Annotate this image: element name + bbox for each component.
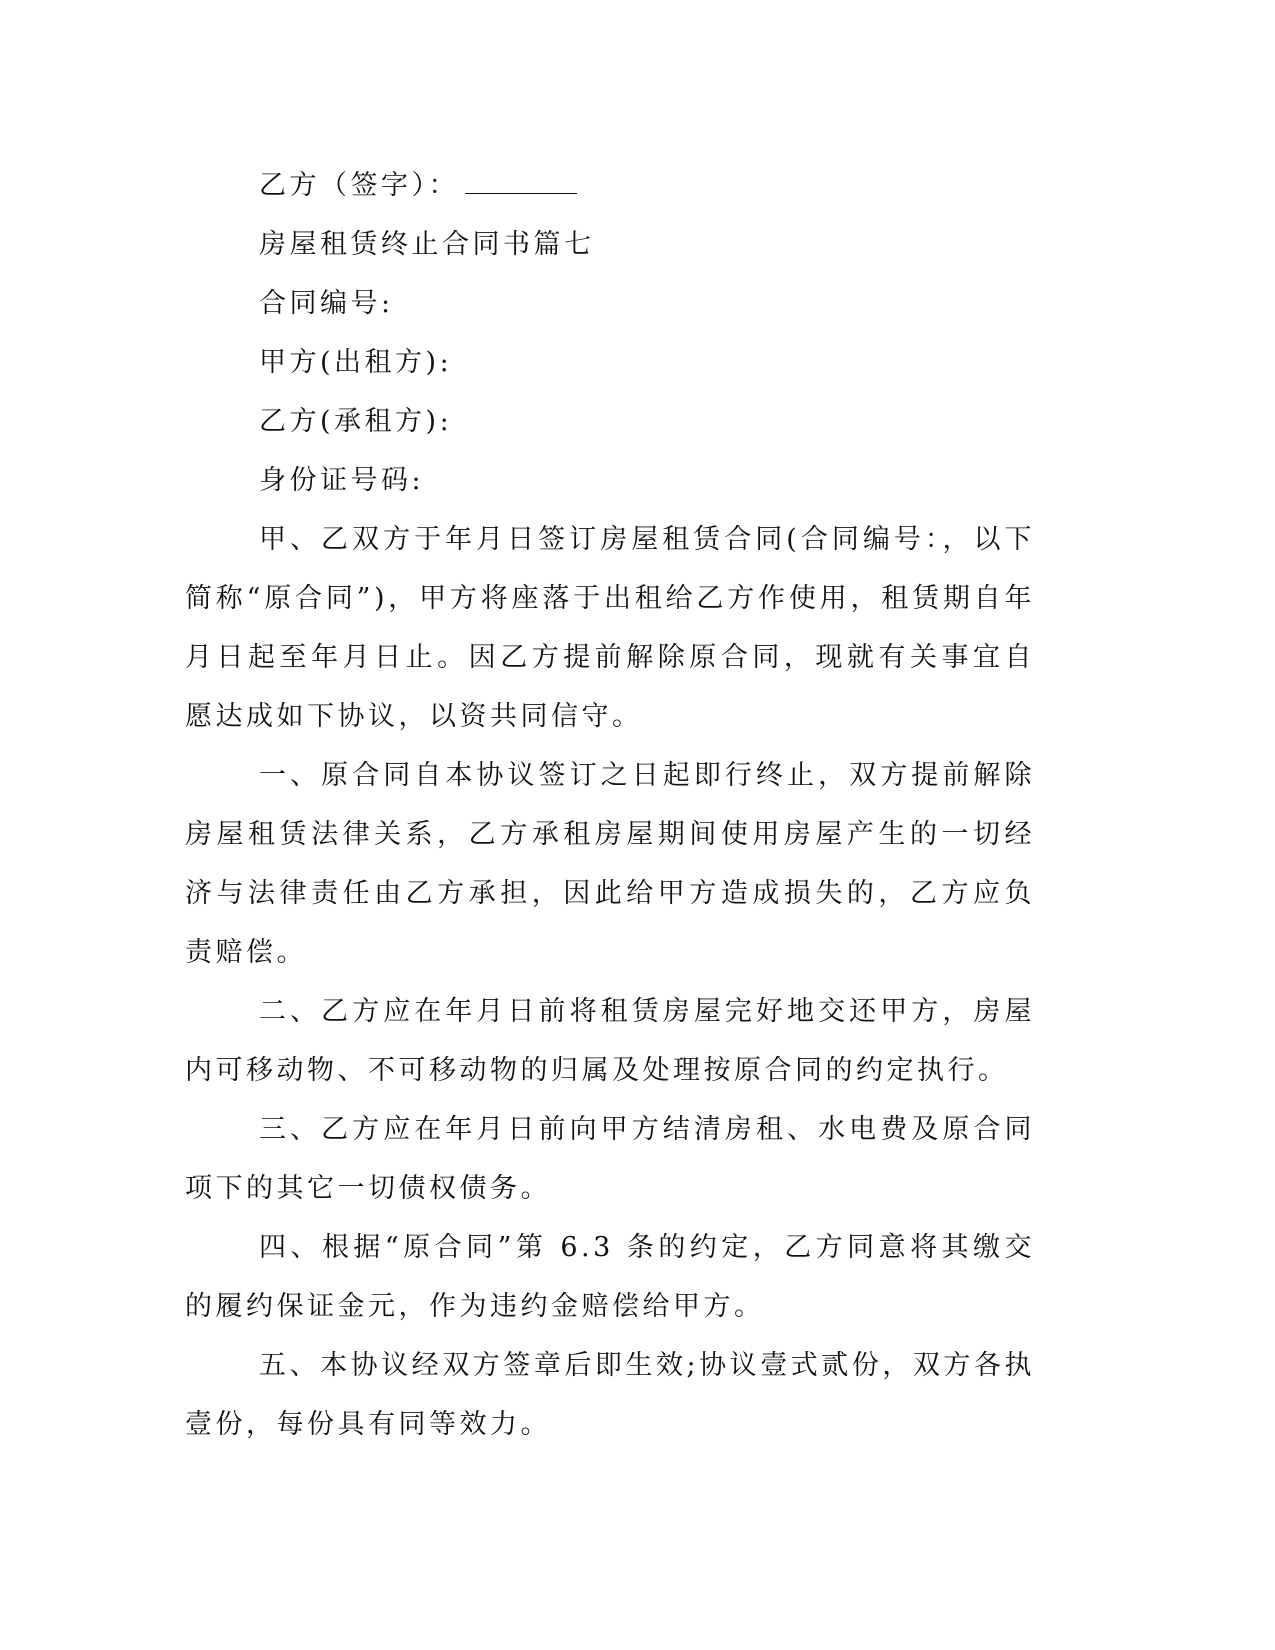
clause-4-paragraph: 四、根据“原合同”第 6.3 条的约定，乙方同意将其缴交的履约保证金元，作为违约金赔偿给甲方。 [185,1232,1035,1322]
signature-line [185,156,1035,215]
party-b-field: 乙方(承租方): [259,406,453,437]
contract-number-field: 合同编号: [259,288,394,319]
id-number-field: 身份证号码: [259,465,425,496]
intro-paragraph: 甲、乙双方于年月日签订房屋租赁合同(合同编号：，以下简称“原合同”)，甲方将座落于出租给乙方作使用，租赁期自年月日起至年月日止。因乙方提前解除原合同，现就有关事宜自愿达成如下协议，以资共同信守。 [185,524,1035,732]
signature-label: 乙方（签字）： [259,170,459,201]
document-page [185,156,1035,1454]
section-title: 房屋租赁终止合同书篇七 [259,229,595,260]
clause-2-paragraph: 二、乙方应在年月日前将租赁房屋完好地交还甲方，房屋内可移动物、不可移动物的归属及处理按原合同的约定执行。 [185,996,1035,1086]
clause-3-paragraph: 三、乙方应在年月日前向甲方结清房租、水电费及原合同项下的其它一切债权债务。 [185,1114,1035,1204]
party-a-field: 甲方(出租方): [259,347,453,378]
signature-blank [465,157,577,194]
clause-5-paragraph: 五、本协议经双方签章后即生效;协议壹式贰份，双方各执壹份，每份具有同等效力。 [185,1350,1035,1440]
clause-1-paragraph: 一、原合同自本协议签订之日起即行终止，双方提前解除房屋租赁法律关系，乙方承租房屋期间使用房屋产生的一切经济与法律责任由乙方承担，因此给甲方造成损失的，乙方应负责赔偿。 [185,760,1035,968]
